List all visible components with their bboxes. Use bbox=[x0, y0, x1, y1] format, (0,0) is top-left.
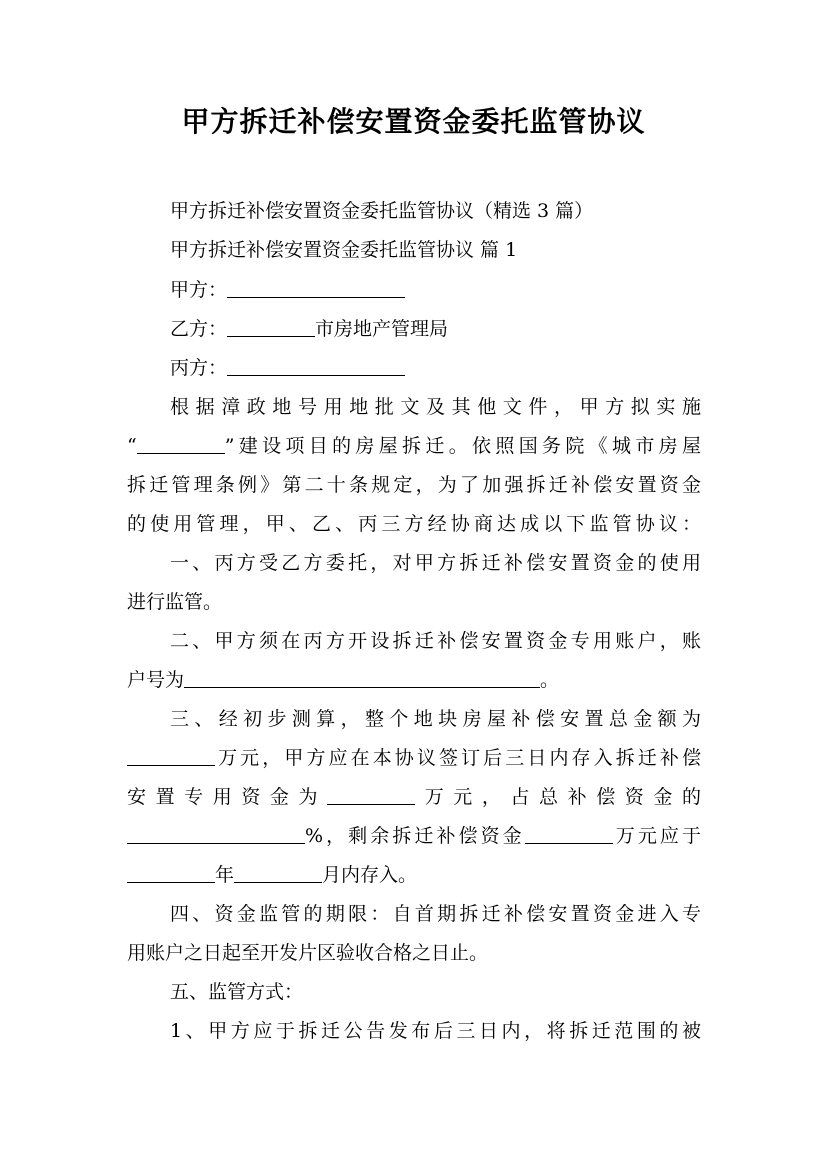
deposit-amount-blank bbox=[327, 784, 415, 805]
clause3-line-3-pre: 安置专用资金为 bbox=[127, 786, 328, 808]
clause2-line-1: 二、甲方须在丙方开设拆迁补偿安置资金专用账户，账 bbox=[170, 630, 701, 652]
party-b-line bbox=[170, 314, 448, 344]
clause5-item1-line-1: 1、甲方应于拆迁公告发布后三日内，将拆迁范围的被 bbox=[170, 1020, 701, 1042]
intro-line-2 bbox=[127, 431, 701, 461]
intro-line-2-text: ”建设项目的房屋拆迁。依照国务院《城市房屋 bbox=[224, 435, 701, 457]
intro-line-3: 拆迁管理条例》第二十条规定，为了加强拆迁补偿安置资金 bbox=[127, 474, 701, 496]
subtitle: 甲方拆迁补偿安置资金委托监管协议（精选 3 篇） bbox=[170, 200, 594, 222]
clause3-line-5 bbox=[127, 860, 417, 890]
party-c-label: 丙方： bbox=[170, 357, 228, 379]
project-name-blank bbox=[137, 433, 225, 454]
clause5-heading: 五、监管方式： bbox=[170, 981, 304, 1003]
clause3-line-5-post: 月内存入。 bbox=[322, 864, 418, 886]
party-a-blank bbox=[227, 277, 405, 298]
year-blank bbox=[127, 862, 215, 883]
remaining-amount-blank bbox=[525, 823, 613, 844]
clause4-line-1: 四、资金监管的期限：自首期拆迁补偿安置资金进入专 bbox=[170, 903, 701, 925]
account-label: 户号为 bbox=[127, 669, 185, 691]
clause2-line-2 bbox=[127, 665, 559, 695]
party-b-label: 乙方： bbox=[170, 318, 228, 340]
clause3-line-3-post: 万元，占总补偿资金的 bbox=[415, 786, 701, 808]
party-a-label: 甲方： bbox=[170, 279, 228, 301]
clause1-line-2: 进行监管。 bbox=[127, 591, 223, 613]
clause2-end: 。 bbox=[540, 669, 560, 691]
clause3-line-3 bbox=[127, 782, 701, 812]
total-amount-blank bbox=[127, 745, 215, 766]
clause3-line-4 bbox=[127, 821, 701, 851]
percent-blank bbox=[127, 823, 305, 844]
intro-line-1: 根据漳政地号用地批文及其他文件，甲方拟实施 bbox=[170, 396, 701, 418]
document-title: 甲方拆迁补偿安置资金委托监管协议 bbox=[181, 105, 646, 138]
party-b-suffix: 市房地产管理局 bbox=[315, 318, 449, 340]
part-heading: 甲方拆迁补偿安置资金委托监管协议 篇 1 bbox=[170, 239, 518, 261]
year-label: 年 bbox=[215, 864, 235, 886]
clause3-line-4-post: 万元应于 bbox=[612, 825, 701, 847]
party-a-line bbox=[170, 275, 405, 305]
clause3-line-2-text: 万元，甲方应在本协议签订后三日内存入拆迁补偿 bbox=[215, 747, 701, 769]
month-blank bbox=[234, 862, 322, 883]
clause4-line-2: 用账户之日起至开发片区验收合格之日止。 bbox=[127, 942, 489, 964]
clause3-line-2 bbox=[127, 743, 701, 773]
clause1-line-1: 一、丙方受乙方委托，对甲方拆迁补偿安置资金的使用 bbox=[170, 552, 701, 574]
clause3-line-4-mid: %，剩余拆迁补偿资金 bbox=[305, 825, 525, 847]
party-b-blank bbox=[227, 316, 315, 337]
party-c-blank bbox=[227, 355, 405, 376]
clause3-line-1: 三、经初步测算，整个地块房屋补偿安置总金额为 bbox=[170, 708, 701, 730]
intro-line-4: 的使用管理，甲、乙、丙三方经协商达成以下监管协议： bbox=[127, 513, 701, 535]
account-number-blank bbox=[184, 667, 540, 688]
party-c-line bbox=[170, 353, 405, 383]
quote-open: “ bbox=[127, 435, 137, 457]
